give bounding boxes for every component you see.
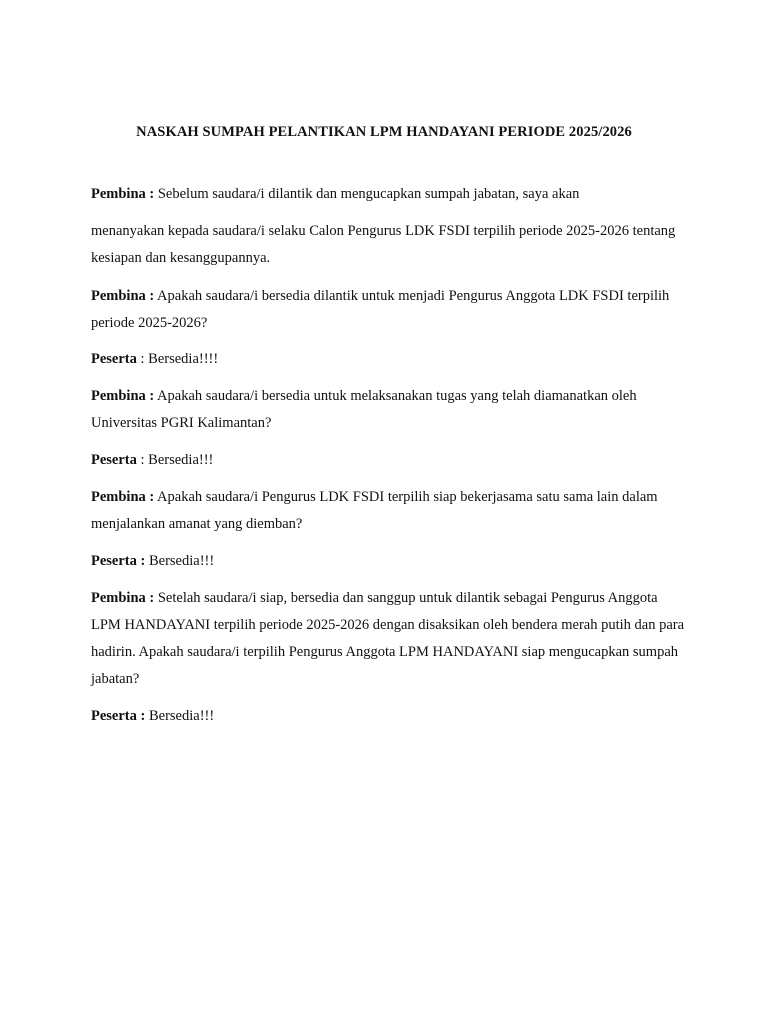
speaker-label: Pembina :	[91, 186, 155, 202]
paragraph-text: Bersedia!!!	[145, 708, 215, 724]
paragraph-pembina-question-3	[91, 484, 691, 538]
paragraph-peserta-answer-2	[91, 447, 691, 474]
paragraph-text: menanyakan kepada saudara/i selaku Calon Pengurus LDK FSDI terpilih periode 2025-2026 tentang kesiapan dan kesanggupannya.	[91, 223, 676, 266]
speaker-label: Peserta :	[91, 553, 146, 569]
paragraph-peserta-answer-3	[91, 548, 691, 575]
paragraph-text: Apakah saudara/i Pengurus LDK FSDI terpilih siap bekerjasama satu sama lain dalam menjalankan amanat yang diemban?	[91, 489, 658, 532]
document-title: NASKAH SUMPAH PELANTIKAN LPM HANDAYANI PERIODE 2025/2026	[136, 124, 632, 140]
paragraph-text: Apakah saudara/i bersedia untuk melaksanakan tugas yang telah diamanatkan oleh Universitas PGRI Kalimantan?	[91, 388, 637, 431]
paragraph-peserta-answer-1	[91, 346, 691, 373]
speaker-label: Pembina :	[91, 489, 155, 505]
paragraph-pembina-question-2	[91, 383, 691, 437]
paragraph-text: Sebelum saudara/i dilantik dan mengucapkan sumpah jabatan, saya akan	[154, 186, 580, 202]
speaker-label: Pembina :	[91, 388, 155, 404]
speaker-label: Peserta	[91, 452, 137, 468]
paragraph-pembina-intro-continued	[91, 218, 691, 272]
paragraph-text: Bersedia!!!	[145, 553, 215, 569]
paragraph-pembina-question-1	[91, 283, 691, 337]
speaker-label: Pembina :	[91, 590, 155, 606]
speaker-label: Peserta	[91, 351, 137, 367]
paragraph-text: Setelah saudara/i siap, bersedia dan sanggup untuk dilantik sebagai Pengurus Anggota LPM HANDAYANI terpilih periode 2025-2026 dengan disaksikan oleh bendera merah putih dan para hadirin. Apakah saudara/i terpilih Pengurus Anggota LPM HANDAYANI siap mengucapkan sumpah jabatan?	[91, 590, 685, 687]
paragraph-pembina-intro	[91, 181, 691, 208]
paragraph-peserta-answer-4	[91, 703, 691, 730]
paragraph-text: : Bersedia!!!!	[136, 351, 219, 367]
speaker-label: Pembina :	[91, 288, 155, 304]
paragraph-text: : Bersedia!!!	[136, 452, 214, 468]
paragraph-pembina-question-4	[91, 585, 691, 693]
speaker-label: Peserta :	[91, 708, 146, 724]
paragraph-text: Apakah saudara/i bersedia dilantik untuk menjadi Pengurus Anggota LDK FSDI terpilih periode 2025-2026?	[91, 288, 670, 331]
